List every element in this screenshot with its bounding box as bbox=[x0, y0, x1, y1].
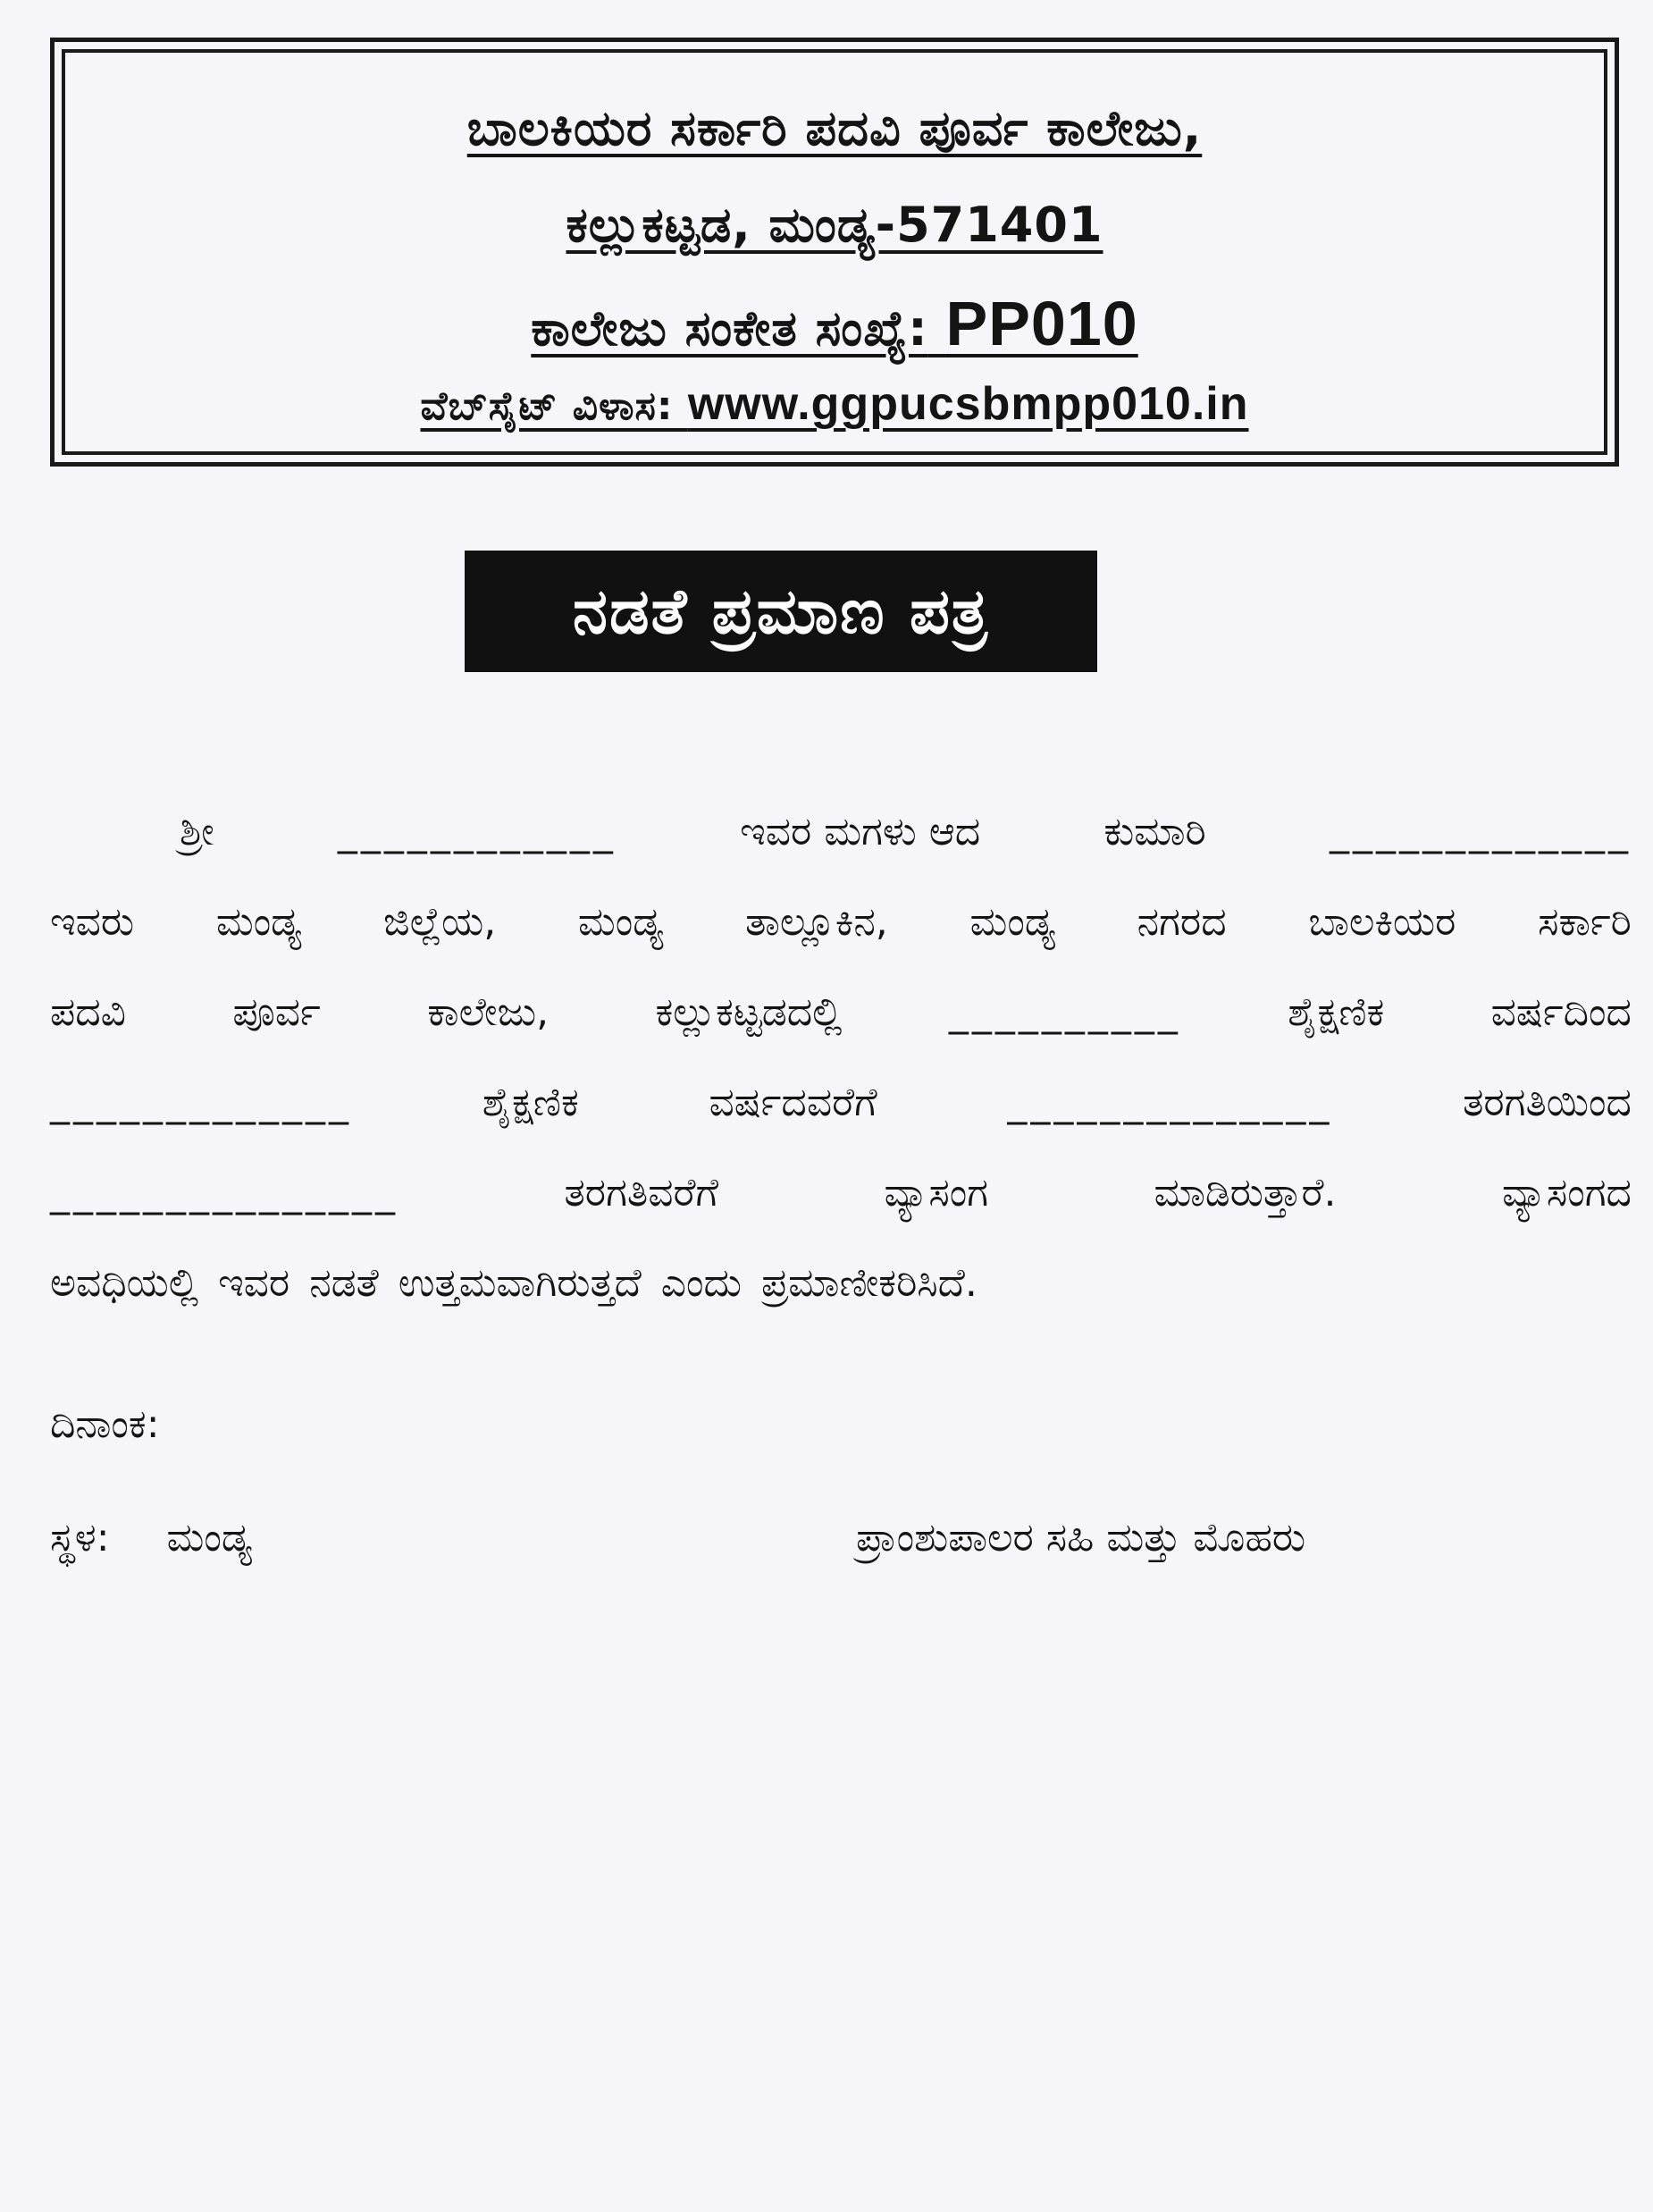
certificate-body bbox=[50, 786, 1632, 1328]
body-line-1 bbox=[50, 786, 1632, 877]
body-word: ಶೈಕ್ಷಣಿಕ bbox=[1288, 989, 1385, 1035]
place-row bbox=[50, 1515, 252, 1560]
principal-signature-label: ಪ್ರಾಂಶುಪಾಲರ ಸಹಿ ಮತ್ತು ಮೊಹರು bbox=[856, 1515, 1306, 1560]
place-label: ಸ್ಥಳ: bbox=[50, 1515, 110, 1560]
body-word: ಎಂದು bbox=[660, 1260, 742, 1306]
website-url: www.ggpucsbmpp010.in bbox=[687, 378, 1249, 430]
body-word: ಕುಮಾರಿ bbox=[1103, 809, 1206, 854]
body-word: ಪೂರ್ವ bbox=[232, 989, 321, 1035]
body-word: ಸರ್ಕಾರಿ bbox=[1538, 899, 1632, 945]
father-name-blank: ____________ bbox=[337, 809, 617, 854]
body-word: ಇವರು bbox=[50, 899, 135, 945]
body-word: ತಾಲ್ಲೂಕಿನ, bbox=[745, 899, 888, 945]
body-word: ಜಿಲ್ಲೆಯ, bbox=[383, 899, 497, 945]
body-word: ಮಂಡ್ಯ bbox=[577, 899, 664, 945]
body-word: ನಗರದ bbox=[1137, 899, 1227, 945]
body-word: ಶೈಕ್ಷಣಿಕ bbox=[482, 1080, 579, 1125]
body-word: ವರ್ಷದಿಂದ bbox=[1490, 989, 1632, 1035]
start-class-blank: ______________ bbox=[1007, 1080, 1333, 1125]
body-word: ನಡತೆ bbox=[309, 1260, 379, 1306]
body-word: ತರಗತಿವರೆಗೆ bbox=[564, 1170, 719, 1215]
body-word: ಉತ್ತಮವಾಗಿರುತ್ತದೆ bbox=[398, 1260, 642, 1306]
body-word: ಕಲ್ಲುಕಟ್ಟಡದಲ್ಲಿ bbox=[655, 989, 843, 1035]
body-word: ಕಾಲೇಜು, bbox=[427, 989, 550, 1035]
body-word: ಇವರ ಮಗಳು ಆದ bbox=[740, 809, 981, 854]
website-label: ವೆಬ್‌ಸೈಟ್ ವಿಳಾಸ: bbox=[420, 383, 674, 429]
college-code-line bbox=[531, 283, 1137, 373]
body-word: ಶ್ರೀ bbox=[180, 809, 214, 854]
website-line bbox=[420, 373, 1248, 438]
student-name-blank: _____________ bbox=[1329, 809, 1632, 854]
certificate-title: ನಡತೆ ಪ್ರಮಾಣ ಪತ್ರ bbox=[465, 551, 1097, 672]
college-name-line: ಬಾಲಕಿಯರ ಸರ್ಕಾರಿ ಪದವಿ ಪೂರ್ವ ಕಾಲೇಜು, bbox=[466, 100, 1203, 156]
date-label: ದಿನಾಂಕ: bbox=[50, 1401, 160, 1447]
body-word: ವ್ಯಾಸಂಗ bbox=[884, 1170, 989, 1215]
body-word: ಇವರ bbox=[218, 1260, 290, 1306]
body-word: ಮಾಡಿರುತ್ತಾರೆ. bbox=[1154, 1170, 1337, 1215]
college-header-inner-border bbox=[62, 49, 1607, 455]
body-word: ಮಂಡ್ಯ bbox=[215, 899, 302, 945]
body-word: ಪದವಿ bbox=[50, 989, 127, 1035]
college-code-value: PP010 bbox=[945, 289, 1138, 358]
end-year-blank: _____________ bbox=[50, 1080, 352, 1125]
body-word: ವ್ಯಾಸಂಗದ bbox=[1502, 1170, 1632, 1215]
end-class-blank: _______________ bbox=[50, 1170, 399, 1215]
body-word: ಮಂಡ್ಯ bbox=[969, 899, 1055, 945]
college-code-label: ಕಾಲೇಜು ಸಂಕೇತ ಸಂಖ್ಯೆ: bbox=[531, 300, 928, 357]
body-word: ವರ್ಷದವರೆಗೆ bbox=[709, 1080, 877, 1125]
start-year-blank: __________ bbox=[948, 989, 1181, 1035]
body-line-5 bbox=[50, 1148, 1632, 1238]
body-word: ಪ್ರಮಾಣೀಕರಿಸಿದೆ. bbox=[760, 1260, 978, 1306]
body-line-4 bbox=[50, 1057, 1632, 1148]
body-line-3 bbox=[50, 967, 1632, 1057]
body-word: ಬಾಲಕಿಯರ bbox=[1308, 899, 1456, 945]
college-address-line: ಕಲ್ಲುಕಟ್ಟಡ, ಮಂಡ್ಯ-571401 bbox=[566, 197, 1103, 253]
place-value: ಮಂಡ್ಯ bbox=[166, 1515, 252, 1560]
body-line-6 bbox=[50, 1238, 1632, 1328]
body-word: ಅವಧಿಯಲ್ಲಿ bbox=[50, 1260, 199, 1306]
body-line-2 bbox=[50, 877, 1632, 967]
body-word: ತರಗತಿಯಿಂದ bbox=[1463, 1080, 1632, 1125]
college-header-box bbox=[50, 38, 1619, 467]
